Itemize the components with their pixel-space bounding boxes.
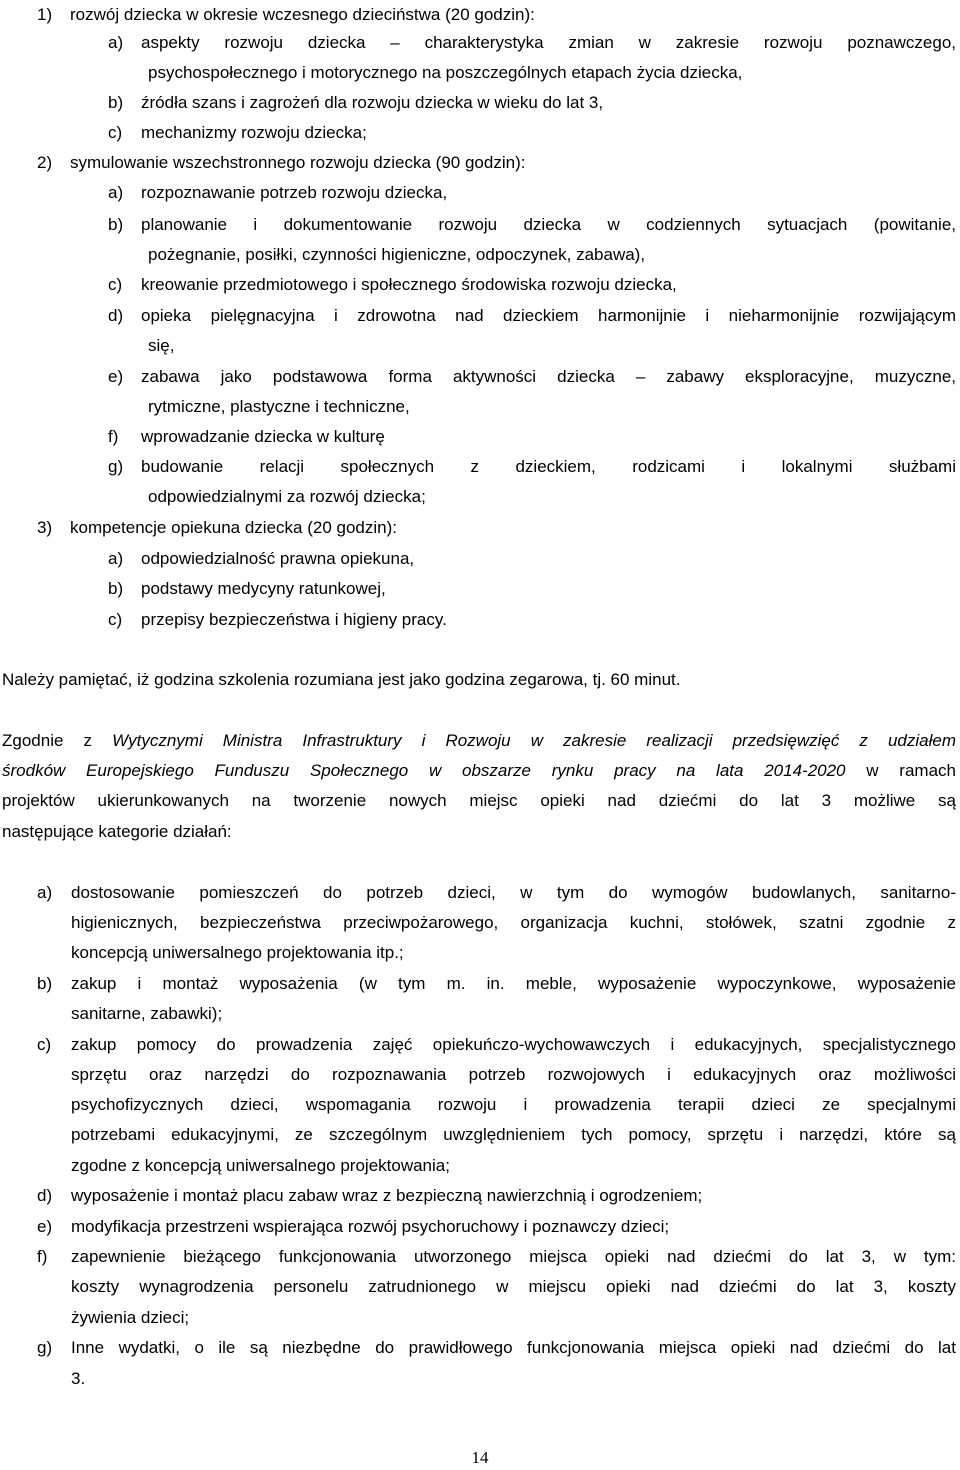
list-marker: e) <box>37 1217 53 1236</box>
sub-marker: g) <box>108 457 124 476</box>
note-paragraph: Należy pamiętać, iż godzina szkolenia rozumiana jest jako godzina zegarowa, tj. 60 minut. <box>2 670 681 689</box>
sub-marker: e) <box>108 367 124 386</box>
sub-item-line: rozpoznawanie potrzeb rozwoju dziecka, <box>141 183 448 202</box>
paragraph-line <box>2 756 956 786</box>
list-marker: d) <box>37 1186 53 1205</box>
sub-item-line: źródła szans i zagrożeń dla rozwoju dziecka w wieku do lat 3, <box>141 93 604 112</box>
sub-item-line: mechanizmy rozwoju dziecka; <box>141 123 367 142</box>
list-marker: 2) <box>37 153 53 172</box>
list-item-line: zapewnienie bieżącego funkcjonowania utworzonego miejsca opieki nad dziećmi do lat 3, w tym: <box>71 1247 956 1266</box>
sub-marker: a) <box>108 549 124 568</box>
list-marker: 3) <box>37 518 53 537</box>
sub-marker: b) <box>108 579 124 598</box>
page-number: 14 <box>471 1448 489 1467</box>
paragraph-italic-text: środków Europejskiego Funduszu Społecznego w obszarze rynku pracy na lata 2014-2020 <box>2 761 846 780</box>
list-item-line: żywienia dzieci; <box>71 1308 190 1327</box>
list-marker: a) <box>37 883 53 902</box>
sub-marker: b) <box>108 93 124 112</box>
paragraph-line: projektów ukierunkowanych na tworzenie nowych miejsc opieki nad dziećmi do lat 3 możliwe są <box>2 791 956 810</box>
sub-marker: c) <box>108 275 123 294</box>
list-item-line: potrzebami edukacyjnymi, ze szczególnym uwzględnieniem tych pomocy, sprzętu i narzędzi, które są <box>71 1125 956 1144</box>
sub-marker: a) <box>108 183 124 202</box>
sub-marker: a) <box>108 33 124 52</box>
paragraph-line: następujące kategorie działań: <box>2 822 232 841</box>
sub-item-line: planowanie i dokumentowanie rozwoju dziecka w codziennych sytuacjach (powitanie, <box>141 215 956 234</box>
list-item-line: modyfikacja przestrzeni wspierająca rozwój psychoruchowy i poznawczy dzieci; <box>71 1217 670 1236</box>
list-item-line: wyposażenie i montaż placu zabaw wraz z bezpieczną nawierzchnią i ogrodzeniem; <box>71 1186 703 1205</box>
sub-item-line: budowanie relacji społecznych z dzieckiem, rodzicami i lokalnymi służbami <box>141 457 956 476</box>
sub-item-line: się, <box>148 336 175 355</box>
list-item-line: koncepcją uniwersalnego projektowania itp.; <box>71 943 404 962</box>
list-item-text: kompetencje opiekuna dziecka (20 godzin): <box>70 518 397 537</box>
list-marker: g) <box>37 1338 53 1357</box>
sub-marker: b) <box>108 215 124 234</box>
sub-item-line: zabawa jako podstawowa forma aktywności dziecka – zabawy eksploracyjne, muzyczne, <box>141 367 956 386</box>
sub-marker: d) <box>108 306 124 325</box>
list-item-line: sanitarne, zabawki); <box>71 1004 223 1023</box>
sub-marker: c) <box>108 123 123 142</box>
sub-item-line: opieka pielęgnacyjna i zdrowotna nad dzieckiem harmonijnie i nieharmonijnie rozwijającym <box>141 306 956 325</box>
list-marker: 1) <box>37 5 53 24</box>
sub-item-line: przepisy bezpieczeństwa i higieny pracy. <box>141 610 447 629</box>
sub-item-line: pożegnanie, posiłki, czynności higieniczne, odpoczynek, zabawa), <box>148 245 646 264</box>
list-item-line: psychofizycznych dzieci, wspomagania rozwoju i prowadzenia terapii dzieci ze specjalnymi <box>71 1095 956 1114</box>
list-item-line: zakup pomocy do prowadzenia zajęć opiekuńczo-wychowawczych i edukacyjnych, specjalistycznego <box>71 1035 956 1054</box>
list-item-line: zgodne z koncepcją uniwersalnego projektowania; <box>71 1156 450 1175</box>
sub-item-line: rytmiczne, plastyczne i techniczne, <box>148 397 410 416</box>
paragraph-text: Zgodnie z <box>2 731 113 750</box>
sub-item-line: wprowadzanie dziecka w kulturę <box>141 427 385 446</box>
list-item-line: zakup i montaż wyposażenia (w tym m. in. meble, wyposażenie wypoczynkowe, wyposażenie <box>71 974 956 993</box>
list-item-line: 3. <box>71 1369 86 1388</box>
sub-item-line: kreowanie przedmiotowego i społecznego środowiska rozwoju dziecka, <box>141 275 677 294</box>
sub-marker: c) <box>108 610 123 629</box>
list-marker: f) <box>37 1247 48 1266</box>
list-item-line: koszty wynagrodzenia personelu zatrudnionego w miejscu opieki nad dziećmi do lat 3, koszty <box>71 1277 956 1296</box>
list-item-line: sprzętu oraz narzędzi do rozpoznawania potrzeb rozwojowych i edukacyjnych oraz możliwości <box>71 1065 956 1084</box>
paragraph-text: w ramach <box>845 761 956 780</box>
sub-item-line: odpowiedzialność prawna opiekuna, <box>141 549 415 568</box>
sub-item-line: odpowiedzialnymi za rozwój dziecka; <box>148 487 426 506</box>
list-item-line: higienicznych, bezpieczeństwa przeciwpożarowego, organizacja kuchni, stołówek, szatni zgodnie z <box>71 913 956 932</box>
sub-marker: f) <box>108 427 119 446</box>
paragraph-italic-text: Wytycznymi Ministra Infrastruktury i Rozwoju w zakresie realizacji przedsięwzięć z udziałem <box>112 731 956 750</box>
sub-item-line: psychospołecznego i motorycznego na poszczególnych etapach życia dziecka, <box>148 63 743 82</box>
sub-item-line: aspekty rozwoju dziecka – charakterystyka zmian w zakresie rozwoju poznawczego, <box>141 33 956 52</box>
list-item-text: rozwój dziecka w okresie wczesnego dzieciństwa (20 godzin): <box>70 5 535 24</box>
sub-item-line: podstawy medycyny ratunkowej, <box>141 579 386 598</box>
list-marker: c) <box>37 1035 52 1054</box>
list-item-line: Inne wydatki, o ile są niezbędne do prawidłowego funkcjonowania miejsca opieki nad dziećmi do lat <box>71 1338 956 1357</box>
list-item-text: symulowanie wszechstronnego rozwoju dziecka (90 godzin): <box>70 153 526 172</box>
list-marker: b) <box>37 974 53 993</box>
paragraph-line <box>2 726 956 756</box>
list-item-line: dostosowanie pomieszczeń do potrzeb dzieci, w tym do wymogów budowlanych, sanitarno- <box>71 883 956 902</box>
